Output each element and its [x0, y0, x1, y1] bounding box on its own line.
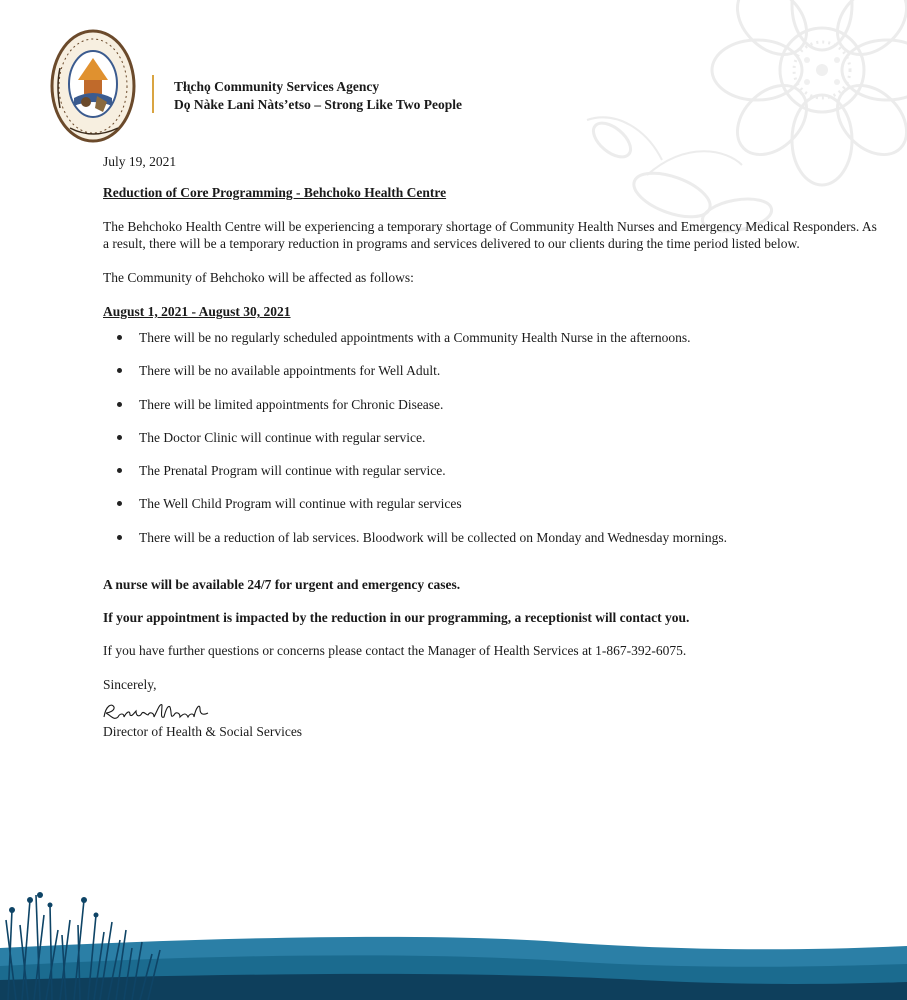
service-changes-list — [103, 329, 883, 562]
signatory-title: Director of Health & Social Services — [103, 724, 303, 740]
letter-subject: Reduction of Core Programming - Behchoko Health Centre — [103, 185, 447, 200]
receptionist-notice: If your appointment is impacted by the reduction in our programming, a receptionist will contact you. — [103, 610, 690, 626]
closing-salutation: Sincerely, — [103, 677, 157, 693]
nurse-availability-notice: A nurse will be available 24/7 for urgent and emergency cases. — [103, 577, 461, 593]
list-item: There will be a reduction of lab services. Bloodwork will be collected on Monday and Wednesday mornings. — [103, 529, 883, 562]
list-item: There will be limited appointments for Chronic Disease. — [103, 396, 883, 429]
list-item: The Prenatal Program will continue with regular service. — [103, 462, 883, 495]
affected-statement: The Community of Behchoko will be affected as follows: — [103, 270, 414, 285]
letter-body — [103, 153, 883, 740]
contact-paragraph: If you have further questions or concerns please contact the Manager of Health Services at 1-867-392-6075. — [103, 643, 687, 659]
letter-date: July 19, 2021 — [103, 154, 177, 169]
list-item: The Well Child Program will continue with regular services — [103, 495, 883, 528]
letterhead-divider — [152, 75, 154, 113]
handwritten-signature — [100, 699, 220, 723]
agency-name: Tłı̨chǫ Community Services Agency — [174, 79, 380, 94]
list-item: The Doctor Clinic will continue with regular service. — [103, 429, 883, 462]
agency-tagline: Dǫ Nàke Lani Nàts’etso – Strong Like Two People — [174, 97, 463, 112]
list-item: There will be no available appointments for Well Adult. — [103, 362, 883, 395]
intro-paragraph: The Behchoko Health Centre will be experiencing a temporary shortage of Community Health Nurses and Emergency Medical Responders. As a result, there will be a temporary reduction in programs and services delivered to our clients during the time period listed below. — [103, 219, 877, 251]
agency-seal-logo — [50, 28, 136, 144]
list-item: There will be no regularly scheduled appointments with a Community Health Nurse in the afternoons. — [103, 329, 883, 362]
period-heading: August 1, 2021 - August 30, 2021 — [103, 304, 291, 319]
footer-landscape-banner — [0, 870, 907, 1000]
letterhead-text — [174, 78, 462, 114]
